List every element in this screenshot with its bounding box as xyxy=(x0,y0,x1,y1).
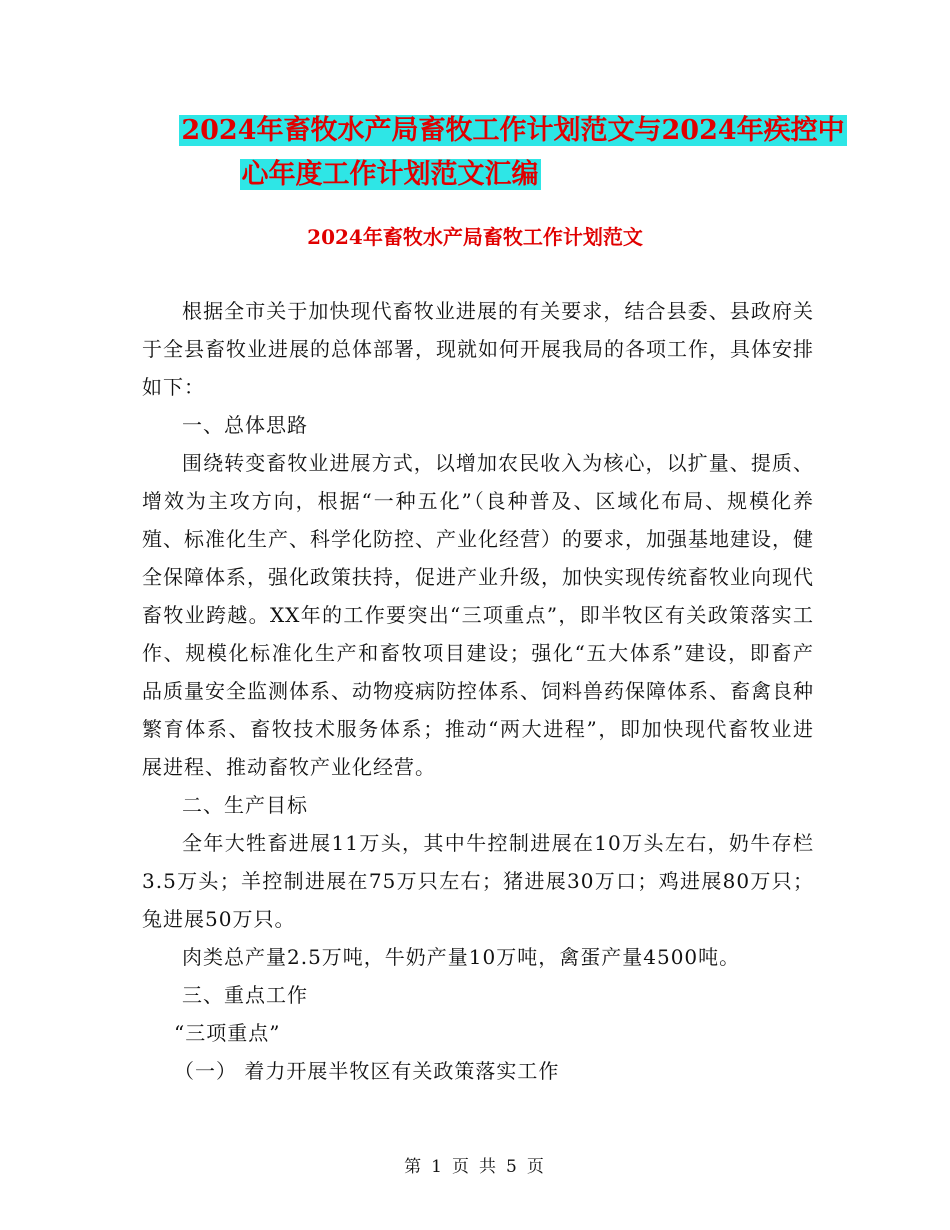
paragraph-intro: 根据全市关于加快现代畜牧业进展的有关要求，结合县委、县政府关于全县畜牧业进展的总体部署，现就如何开展我局的各项工作，具体安排如下： xyxy=(142,299,814,399)
paragraph-overall-approach: 围绕转变畜牧业进展方式，以增加农民收入为核心，以扩量、提质、增效为主攻方向，根据“一种五化”（良种普及、区域化布局、规模化养殖、标准化生产、科学化防控、产业化经营）的要求，加强基地建设，健全保障体系，强化政策扶持，促进产业升级，加快实现传统畜牧业向现代畜牧业跨越。XX年的工作要突出“三项重点”，即半牧区有关政策落实工作、规模化标准化生产和畜牧项目建设；强化“五大体系”建设，即畜产品质量安全监测体系、动物疫病防控体系、饲料兽药保障体系、畜禽良种繁育体系、畜牧技术服务体系；推动“两大进程”，即加快现代畜牧业进展进程、推动畜牧产业化经营。 xyxy=(142,451,814,779)
heading-overall-approach: 一、总体思路 xyxy=(182,413,308,437)
footer-total-pages: 5 xyxy=(506,1157,519,1177)
section-title: 2024年畜牧水产局畜牧工作计划范文 xyxy=(307,225,643,249)
page-footer xyxy=(0,1152,950,1177)
footer-total-label: 共 xyxy=(479,1157,498,1177)
paragraph-output-targets: 肉类总产量2.5万吨，牛奶产量10万吨，禽蛋产量4500吨。 xyxy=(182,945,741,969)
heading-key-work: 三、重点工作 xyxy=(182,983,308,1007)
subheading-three-priorities: “三项重点” xyxy=(174,1021,281,1045)
footer-total-unit: 页 xyxy=(526,1157,546,1177)
document-title-line-1: 2024年畜牧水产局畜牧工作计划范文与2024年疾控中 xyxy=(181,115,845,146)
footer-page-label: 第 xyxy=(404,1157,424,1177)
subheading-item-one: （一） 着力开展半牧区有关政策落实工作 xyxy=(174,1059,560,1083)
footer-page-number: 1 xyxy=(431,1157,444,1177)
document-body xyxy=(142,292,814,1090)
document-title-line-2: 心年度工作计划范文汇编 xyxy=(241,159,539,190)
footer-page-unit: 页 xyxy=(452,1157,471,1177)
heading-production-targets: 二、生产目标 xyxy=(182,793,308,817)
paragraph-livestock-targets: 全年大牲畜进展11万头，其中牛控制进展在10万头左右，奶牛存栏3.5万头；羊控制进展在75万只左右；猪进展30万口；鸡进展80万只；兔进展50万只。 xyxy=(142,831,814,931)
